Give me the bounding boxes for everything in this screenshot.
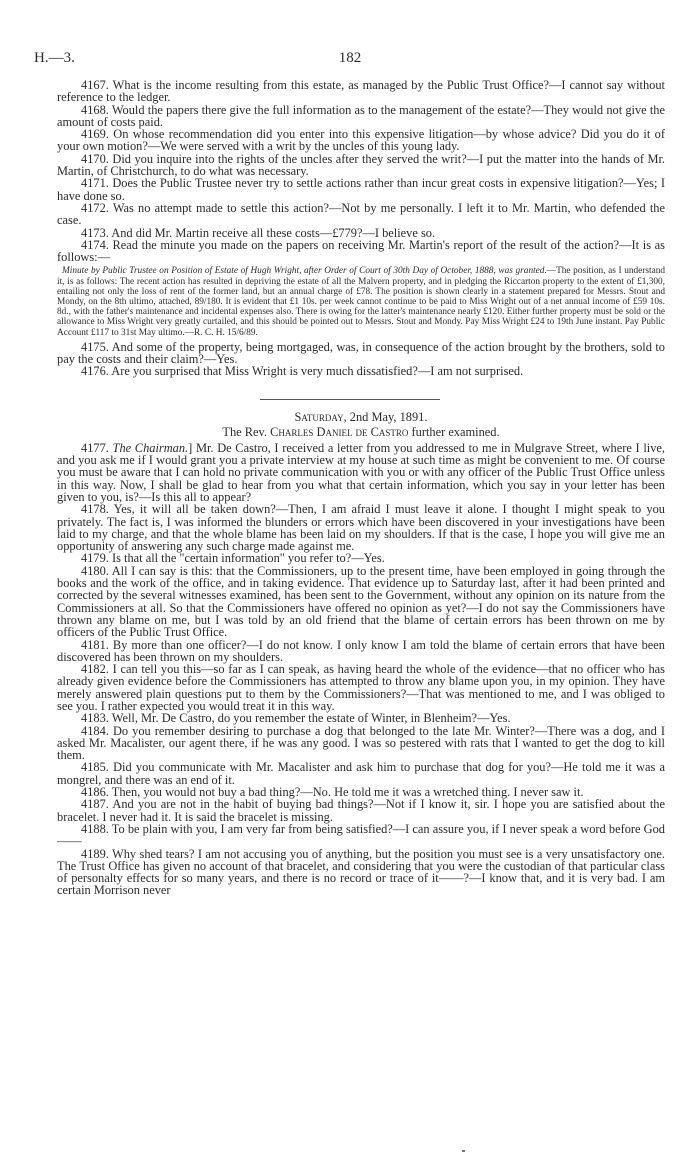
question-4179: 4179. Is that all the "certain information" you refer to?—Yes. (81, 551, 385, 566)
public-trustee-minute (57, 266, 665, 337)
question-4176: 4176. Are you surprised that Miss Wright is very much dissatisfied?—I am not surprised. (81, 364, 524, 379)
witness-suffix: further examined. (408, 424, 500, 439)
questions-block-1 (57, 79, 665, 263)
questions-block-2 (57, 341, 665, 378)
witness-name: Charles Daniel de Castro (270, 424, 409, 439)
question-4185: 4185. Did you communicate with Mr. Macalister and ask him to purchase that dog for you?—He told me it was a mongrel, and there was an end of it. (57, 760, 665, 787)
question-4172: 4172. Was no attempt made to settle this action?—Not by me personally. I left it to Mr. Martin, who defended the case. (57, 200, 665, 228)
question-4180: 4180. All I can say is this: that the Commissioners, up to the present time, have been employed in going through the books and the work of the office, and in taking evidence. That evidence up to Saturday last, after it had been printed and corrected by the several witnesses examined, has been sent to the Government, without any opinion on its nature from the Commissioners at all. So that the Commissioners have offered no opinion as yet?—I do not say the Commissioners have thrown any blame on me, but I was told by an old friend that the blame of certain errors has been thrown on me by officers of the Public Trust Office. (57, 563, 665, 640)
witness-prefix: The Rev. (222, 424, 271, 439)
question-number: 4177. (81, 440, 113, 455)
minute-body: —The position, as I understand it, is as follows: The recent action has resulted in depriving the estate of all the Malvern property, and in pledging the Riccarton property to the extent of £1,300, entailing not only the loss of rent of the former land, but an annual charge of £78. The position is shown clearly in a statement prepared for Messrs. Stout and Mondy, on the 8th ultimo, attached, 89/180. It is evident that £1 10s. per week cannot continue to be paid to Miss Wright out of a net annual income of £59 10s. 8d., with the father's maintenance and incidental expenses also. There is owing for the latter's maintenance nearly £120. Either further property must be sold or the allowance to Miss Wright very greatly curtailed, and this should be pointed out to Messrs. Stout and Mondy. Pay Miss Wright £24 to 19th June instant. Pay Public Account £117 to 31st May ultimo.—R. C. H. 15/6/89. (57, 266, 665, 338)
question-4187: 4187. And you are not in the habit of buying bad things?—Not if I know it, sir. I hope you are satisfied about the bracelet. I never had it. It is said the bracelet is missing. (57, 797, 665, 824)
question-4174: 4174. Read the minute you made on the papers on receiving Mr. Martin's report of the result of the action?—It is as follows:— (57, 237, 665, 265)
question-4188: 4188. To be plain with you, I am very far from being satisfied?—I can assure you, if I never speak a word before God—— (57, 821, 665, 849)
questions-block-3 (57, 503, 665, 897)
page-body (57, 79, 665, 897)
question-4182: 4182. I can tell you this—so far as I can speak, as having heard the whole of the evidence—that no officer who has already given evidence before the Commissioners has attempted to throw any blame upon you, in my opinion. They have merely answered plain questions put to them by the Commissioners?—That was mentioned to me, and I was obliged to see you. I rather expected you would treat it in this way. (57, 662, 665, 713)
minute-heading: Minute by Public Trustee on Position of Estate of Hugh Wright, after Order of Court of 30th Day of October, 1888, was granted. (62, 266, 547, 277)
question-4178: 4178. Yes, it will all be taken down?—Then, I am afraid I must leave it alone. I thought I might speak to you privately. The fact is, I was informed the blunders or errors which have been discovered in your investigations have been laid to my charge, and that the whole blame has been laid on my shoulders. If that is the case, I hope you will give me an opportunity of answering any such charge made against me. (57, 502, 665, 554)
question-4169: 4169. On whose recommendation did you enter into this expensive litigation—by whose advice? Did you do it of your own motion?—We were served with a writ by the uncles of this young lady. (57, 127, 665, 154)
page-mark (462, 1150, 465, 1152)
question-4175: 4175. And some of the property, being mortgaged, was, in consequence of the action brought by the brothers, sold to pay the costs and their claim?—Yes. (57, 339, 665, 367)
speaker-name: The Chairman. (112, 440, 189, 455)
sitting-date (57, 410, 665, 425)
question-4168: 4168. Would the papers there give the full information as to the management of the estate?—They would not give the amount of costs paid. (57, 102, 665, 129)
question-4167: 4167. What is the income resulting from this estate, as managed by the Public Trust Office?—I cannot say without reference to the ledger. (57, 78, 665, 105)
question-4189: 4189. Why shed tears? I am not accusing you of anything, but the position you must see is a very unsatisfactory one. The Trust Office has given no account of that bracelet, and considering that you were the custodian of that particular class of personalty effects for so many years, and there is no record or trace of it——?—I know that, and it is very bad. I am certain Morrison never (57, 846, 665, 898)
question-4170: 4170. Did you inquire into the rights of the uncles after they served the writ?—I put the matter into the hands of Mr. Martin, of Christchurch, to do what was necessary. (57, 151, 665, 179)
question-4171: 4171. Does the Public Trustee never try to settle actions rather than incur great costs in expensive litigation?—Yes; I have done so. (57, 176, 665, 203)
page-number: 182 (338, 50, 362, 66)
question-4183: 4183. Well, Mr. De Castro, do you remember the estate of Winter, in Blenheim?—Yes. (81, 711, 511, 726)
question-4184: 4184. Do you remember desiring to purchase a dog that belonged to the late Mr. Winter?—There was a dog, and I asked Mr. Macalister, our agent there, if he was any good. I was so pestered with rats that I wanted to get the dog to kill them. (57, 723, 665, 763)
question-4186: 4186. Then, you would not buy a bad thing?—No. He told me it was a wretched thing. I never saw it. (81, 785, 584, 800)
question-4177 (57, 442, 665, 503)
witness-heading (57, 425, 665, 440)
paper-reference: H.—3. (34, 50, 75, 66)
question-text: ] Mr. De Castro, I received a letter from you addressed to me in Mulgrave Street, where I live, and you ask me if I would grant you a private interview at my house at such time as might be convenient to me. Of course you must be aware that I can hold no private communication with you or with any officer of the Public Trust Office unless in this way. Now, I shall be glad to hear from you what that certain information, which you say in your letter has been given to you, is?—Is this all to appear? (57, 440, 665, 504)
page-header (0, 50, 700, 70)
sitting-day: Saturday (294, 409, 344, 424)
question-4181: 4181. By more than one officer?—I do not know. I only know I am told the blame of certain errors that have been discovered has been thrown on my shoulders. (57, 637, 665, 664)
section-divider (260, 399, 440, 400)
question-4173: 4173. And did Mr. Martin receive all these costs—£779?—I believe so. (81, 225, 436, 240)
sitting-date-rest: , 2nd May, 1891. (343, 409, 428, 424)
